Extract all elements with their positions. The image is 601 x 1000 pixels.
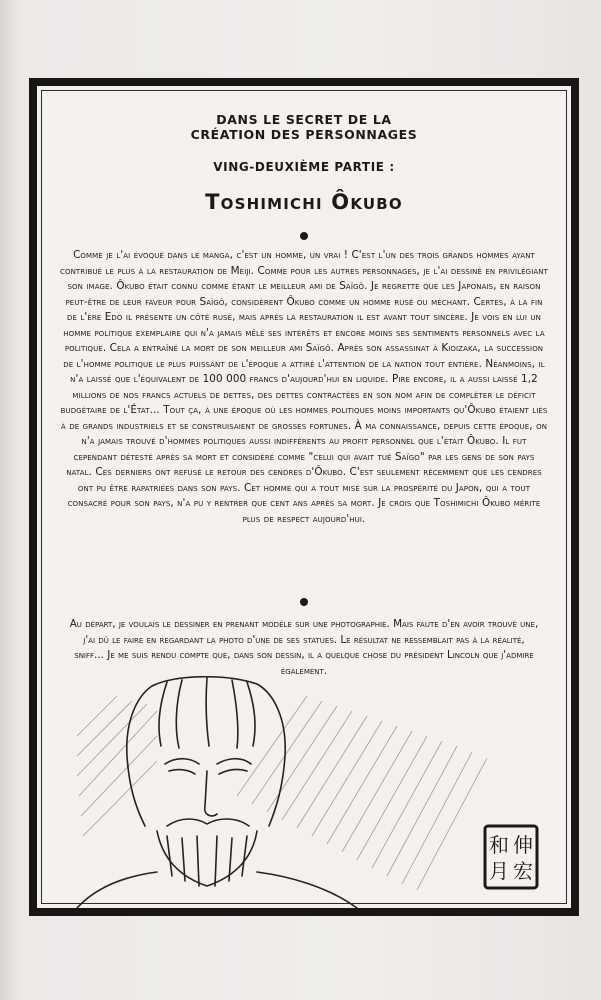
bullet-dot-1 bbox=[300, 232, 308, 240]
part-label: VING-DEUXIÈME PARTIE : bbox=[213, 160, 395, 174]
svg-text:和: 和 bbox=[489, 833, 509, 857]
paragraph-2: Au départ, je voulais le dessiner en prenant modèle sur une photographie. Mais faute d'en avoir trouvé une, j'ai dû le faire en regardant la photo d'une de ses statues. Le résultat ne ressemblait pas à la réalité, sniff... Je me suis rendu compte que, dans son dessin, il a quelque chose du président Lincoln que j'admire également. bbox=[69, 618, 539, 677]
paragraph-1: Comme je l'ai évoqué dans le manga, c'est un homme, un vrai ! C'est l'un des trois grands hommes ayant contribué le plus à la restauration de Meiji. Comme pour les autres personnages, je l'ai dessiné en privilégiant son image. Ôkubo était connu comme étant le meilleur ami de Saïgô. Je regrette que les Japonais, en raison peut-être de leur faveur pour Saïgô, considèrent Ôkubo comme un homme rusé ou méchant. Certes, à la fin de l'ère Edo il présente un côté rusé, mais après la restauration il est avant tout sincère. Je vois en lui un homme politique exemplaire qui n'a jamais mêlé ses intérêts et encore moins ses sentiments personnels avec la politique. Cela a entraîné la mort de son meilleur ami Saïgô. Après son assassinat à Kioizaka, la succession de l'homme politique le plus puissant de l'époque a attiré l'attention de la nation tout entière. Néanmoins, il n'a laissé que l'équivalent de 100 000 francs d'aujourd'hui en liquide. Pire encore, il a aussi laissé 1,2 millions de nos francs actuels de dettes, des dettes contractées en son nom afin de compléter le déficit budgétaire de l'État... Tout ça, à une époque où les hommes politiques moins importants qu'Ôkubo étaient liés à de grands industriels et se construisaient de grosses fortunes. À ma connaissance, depuis cette époque, on n'a jamais trouvé d'hommes politiques aussi indifférents au profit personnel que l'était Ôkubo. Il fut cependant détesté après sa mort et considéré comme "celui qui avait tué Saïgo" par les gens de son pays natal. Ces derniers ont refusé le retour des cendres d'Ôkubo. C'est seulement récemment que les cendres ont pu être rapatriées dans son pays. Cet homme qui a tout misé sur la prospérité du Japon, qui a tout consacré pour son pays, n'a pu y rentrer que cent ans après sa mort. Je crois que Toshimichi Ôkubo mérite plus de respect aujourd'hui. bbox=[60, 249, 548, 525]
svg-text:伸: 伸 bbox=[513, 833, 533, 857]
portrait-sketch bbox=[57, 676, 557, 908]
section-header bbox=[37, 112, 571, 142]
bullet-dot-2 bbox=[300, 598, 308, 606]
artist-seal-stamp bbox=[483, 824, 539, 890]
header-line-2: CRÉATION DES PERSONNAGES bbox=[190, 127, 418, 142]
header-line-1: DANS LE SECRET DE LA bbox=[216, 112, 392, 127]
character-name: Toshimichi Ôkubo bbox=[205, 190, 403, 214]
svg-text:月: 月 bbox=[489, 859, 509, 883]
svg-text:宏: 宏 bbox=[513, 859, 533, 883]
bordered-panel bbox=[29, 78, 579, 916]
